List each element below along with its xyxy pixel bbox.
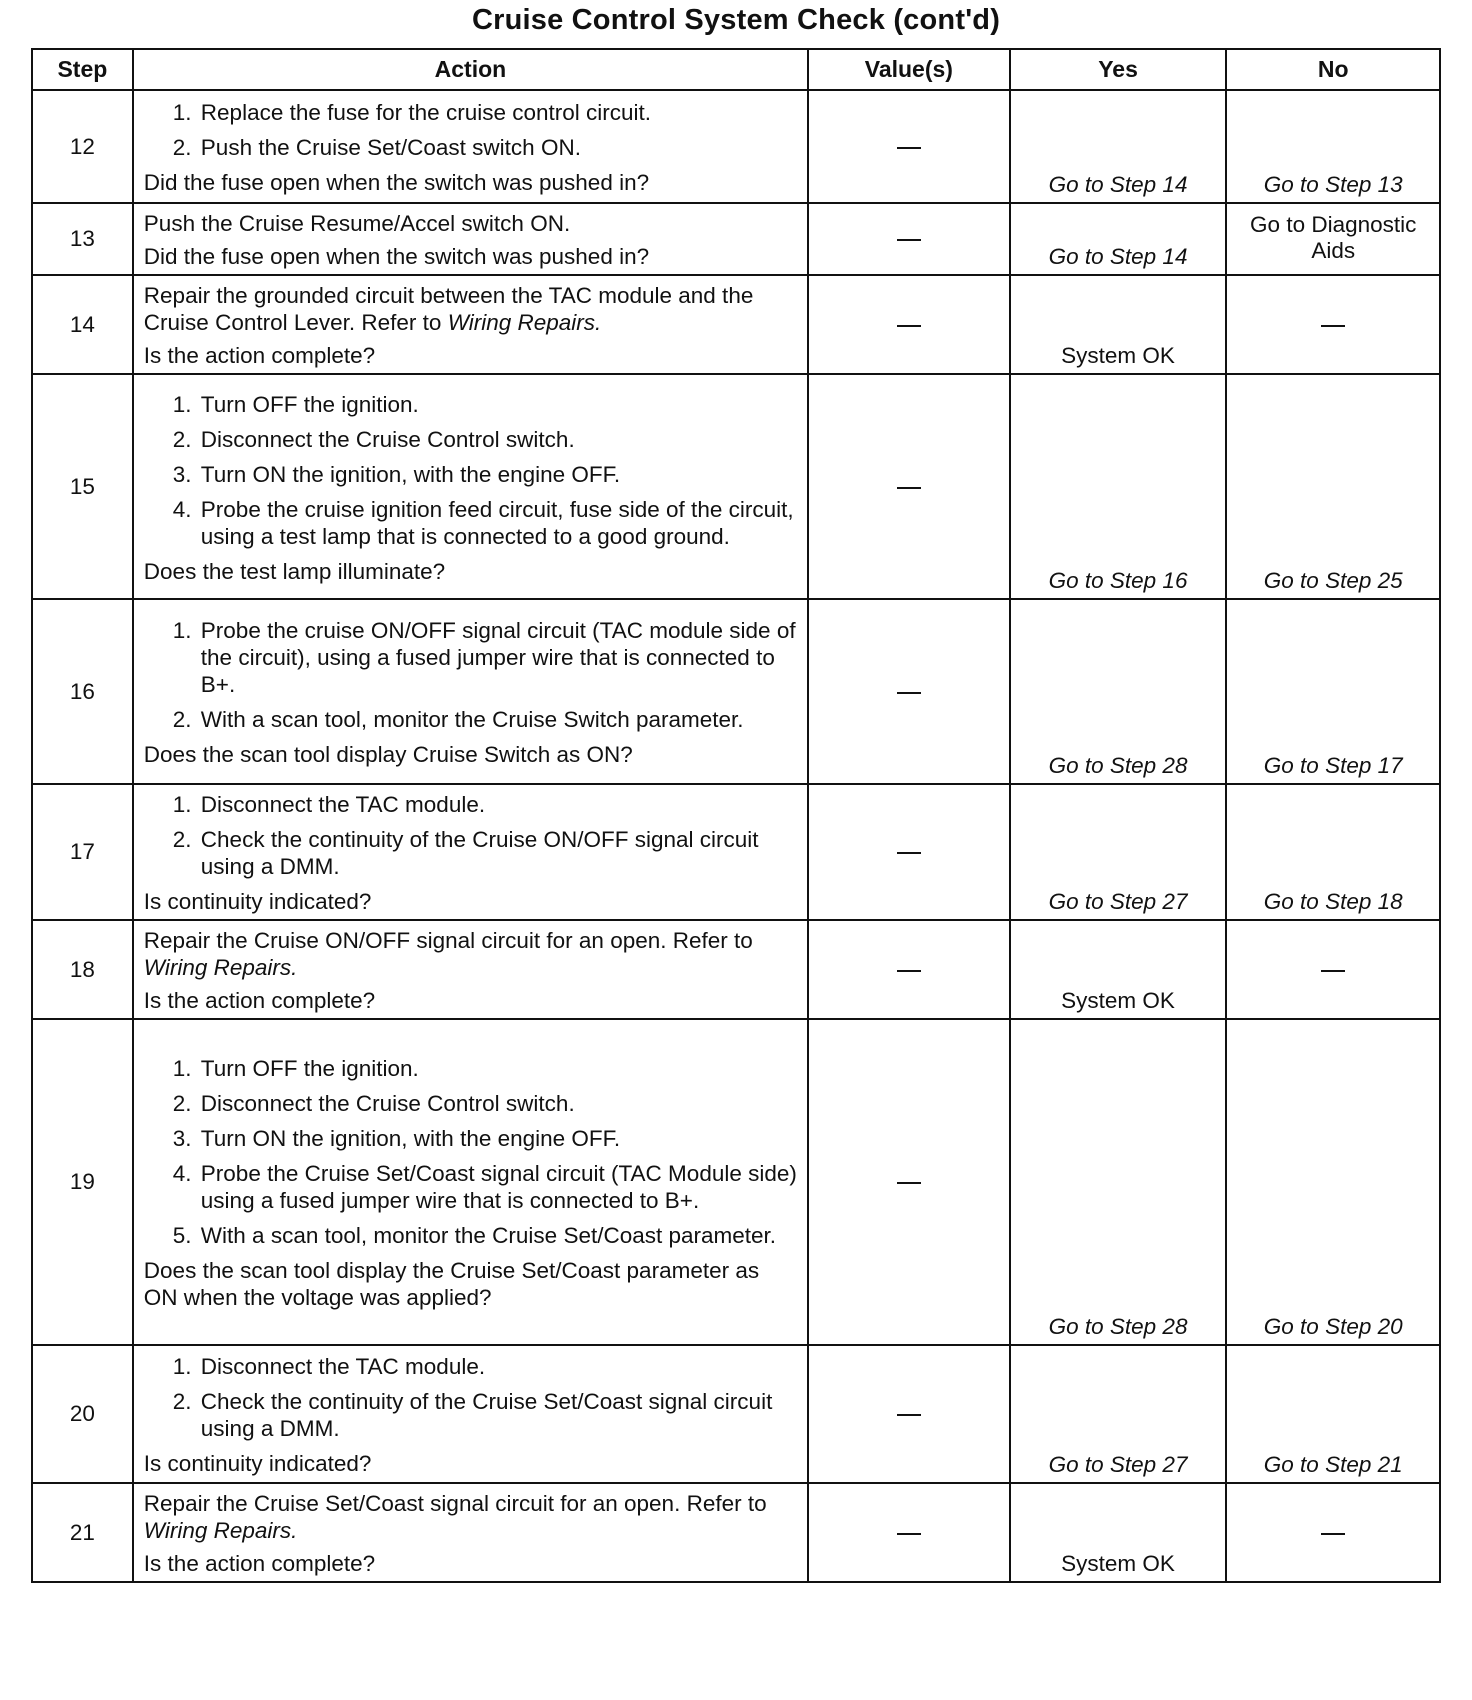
action-item: 1. Disconnect the TAC module. [198, 1353, 797, 1380]
action-list [144, 791, 797, 880]
action-item: 2. Push the Cruise Set/Coast switch ON. [198, 134, 797, 161]
values-cell [808, 920, 1010, 1019]
action-question: Does the scan tool display Cruise Switch as ON? [143, 742, 633, 767]
table-row [32, 599, 1440, 784]
action-item: 2. Check the continuity of the Cruise ON/OFF signal circuit using a DMM. [198, 826, 797, 880]
action-cell [133, 203, 808, 275]
values-cell [808, 599, 1010, 784]
action-item: 1. Replace the fuse for the cruise control circuit. [198, 99, 797, 126]
table-row [32, 920, 1440, 1019]
table-row [32, 374, 1440, 599]
action-item: 1. Disconnect the TAC module. [198, 791, 797, 818]
no-result: Go to Step 13 [1226, 90, 1440, 203]
values-cell [808, 90, 1010, 203]
no-result [1226, 1483, 1440, 1582]
no-result: Go to Step 18 [1226, 784, 1440, 920]
action-question: Did the fuse open when the switch was pushed in? [143, 244, 650, 269]
no-result-text: Go to Diagnostic Aids [1250, 212, 1417, 263]
action-item: 1. Probe the cruise ON/OFF signal circuit (TAC module side of the circuit), using a fused jumper wire that is connected to B+. [198, 617, 797, 698]
yes-result: System OK [1010, 920, 1227, 1019]
table-row [32, 203, 1440, 275]
no-result [1226, 275, 1440, 374]
action-question: Is the action complete? [143, 1551, 376, 1576]
action-item: 1. Turn OFF the ignition. [198, 391, 797, 418]
table-row [32, 1019, 1440, 1345]
action-text-body: Repair the Cruise Set/Coast signal circuit for an open. Refer to [143, 1491, 767, 1516]
action-cell [133, 1019, 808, 1345]
table-row [32, 784, 1440, 920]
action-cell [133, 1345, 808, 1483]
page-title: Cruise Control System Check (cont'd) [471, 4, 1001, 36]
dash-mark [897, 970, 921, 972]
table-row [32, 275, 1440, 374]
action-question: Does the scan tool display the Cruise Set/Coast parameter as ON when the voltage was applied? [143, 1258, 760, 1310]
action-cell [133, 920, 808, 1019]
action-item: 3. Turn ON the ignition, with the engine OFF. [198, 461, 797, 488]
action-item: 2. With a scan tool, monitor the Cruise Switch parameter. [198, 706, 797, 733]
no-result: Go to Step 25 [1226, 374, 1440, 599]
action-item: 1. Turn OFF the ignition. [198, 1055, 797, 1082]
dash-mark [897, 487, 921, 489]
reference-link: Wiring Repairs. [143, 1518, 298, 1543]
action-item: 2. Disconnect the Cruise Control switch. [198, 1090, 797, 1117]
reference-link: Wiring Repairs. [143, 955, 298, 980]
action-cell [133, 599, 808, 784]
action-question: Is continuity indicated? [143, 1451, 372, 1476]
yes-result: Go to Step 16 [1010, 374, 1227, 599]
header-values: Value(s) [808, 49, 1010, 90]
dash-mark [1321, 1533, 1345, 1535]
header-no: No [1226, 49, 1440, 90]
action-item: 4. Probe the cruise ignition feed circuit, fuse side of the circuit, using a test lamp that is connected to a good ground. [198, 496, 797, 550]
action-item: 3. Turn ON the ignition, with the engine OFF. [198, 1125, 797, 1152]
header-step: Step [32, 49, 133, 90]
dash-mark [897, 692, 921, 694]
diagnostic-table [31, 48, 1441, 1583]
dash-mark [897, 325, 921, 327]
step-number: 20 [32, 1345, 133, 1483]
values-cell [808, 1483, 1010, 1582]
step-number: 18 [32, 920, 133, 1019]
yes-result: Go to Step 27 [1010, 784, 1227, 920]
action-item: 4. Probe the Cruise Set/Coast signal circuit (TAC Module side) using a fused jumper wire that is connected to B+. [198, 1160, 797, 1214]
step-number: 16 [32, 599, 133, 784]
action-question: Is continuity indicated? [143, 889, 372, 914]
values-cell [808, 784, 1010, 920]
dash-mark [897, 1533, 921, 1535]
action-question: Is the action complete? [143, 988, 376, 1013]
step-number: 19 [32, 1019, 133, 1345]
action-list [144, 1055, 797, 1249]
no-result [1226, 203, 1440, 275]
action-list [144, 1353, 797, 1442]
yes-result: Go to Step 14 [1010, 203, 1227, 275]
action-question: Does the test lamp illuminate? [143, 558, 446, 584]
values-cell [808, 1345, 1010, 1483]
no-result: Go to Step 20 [1226, 1019, 1440, 1345]
table-row [32, 1345, 1440, 1483]
no-result: Go to Step 17 [1226, 599, 1440, 784]
dash-mark [1321, 325, 1345, 327]
header-action: Action [133, 49, 808, 90]
step-number: 14 [32, 275, 133, 374]
yes-result: Go to Step 14 [1010, 90, 1227, 203]
action-cell [133, 374, 808, 599]
action-cell [133, 275, 808, 374]
step-number: 15 [32, 374, 133, 599]
no-result: Go to Step 21 [1226, 1345, 1440, 1483]
values-cell [808, 275, 1010, 374]
dash-mark [897, 852, 921, 854]
yes-result: Go to Step 27 [1010, 1345, 1227, 1483]
dash-mark [897, 147, 921, 149]
values-cell [808, 203, 1010, 275]
dash-mark [897, 1182, 921, 1184]
action-item: 5. With a scan tool, monitor the Cruise Set/Coast parameter. [198, 1222, 797, 1249]
dash-mark [897, 1414, 921, 1416]
action-text: Push the Cruise Resume/Accel switch ON. [143, 211, 571, 236]
step-number: 17 [32, 784, 133, 920]
dash-mark [1321, 970, 1345, 972]
table-row [32, 1483, 1440, 1582]
action-list [144, 391, 797, 550]
values-cell [808, 1019, 1010, 1345]
step-number: 21 [32, 1483, 133, 1582]
action-cell [133, 784, 808, 920]
dash-mark [897, 239, 921, 241]
yes-result: System OK [1010, 1483, 1227, 1582]
header-row [32, 49, 1440, 90]
header-yes: Yes [1010, 49, 1227, 90]
yes-result: Go to Step 28 [1010, 599, 1227, 784]
step-number: 13 [32, 203, 133, 275]
action-question: Did the fuse open when the switch was pushed in? [143, 170, 650, 195]
action-text [144, 927, 797, 981]
no-result [1226, 920, 1440, 1019]
action-list [144, 617, 797, 733]
action-item: 2. Check the continuity of the Cruise Set/Coast signal circuit using a DMM. [198, 1388, 797, 1442]
action-text [144, 1490, 797, 1544]
table-row [32, 90, 1440, 203]
reference-link: Wiring Repairs. [447, 310, 602, 335]
action-list [144, 99, 797, 161]
action-item: 2. Disconnect the Cruise Control switch. [198, 426, 797, 453]
action-cell [133, 1483, 808, 1582]
action-text-body: Repair the Cruise ON/OFF signal circuit for an open. Refer to [143, 928, 753, 953]
yes-result: Go to Step 28 [1010, 1019, 1227, 1345]
action-text-body: Repair the grounded circuit between the TAC module and the Cruise Control Lever. Refer to [143, 283, 754, 335]
values-cell [808, 374, 1010, 599]
step-number: 12 [32, 90, 133, 203]
action-cell [133, 90, 808, 203]
yes-result: System OK [1010, 275, 1227, 374]
action-question: Is the action complete? [143, 343, 376, 368]
action-text [144, 282, 797, 336]
